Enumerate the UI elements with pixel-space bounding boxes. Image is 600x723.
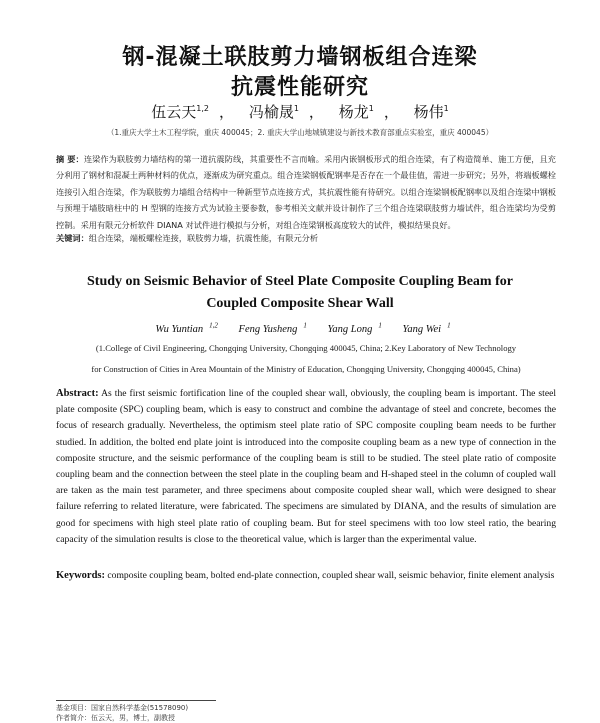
en-keywords — [56, 568, 556, 584]
en-affiliation-line1: (1.College of Civil Engineering, Chongqing University, Chongqing 400045, China; 2.Key Laboratory of New Technology — [95, 343, 517, 353]
en-keywords-text: composite coupling beam, bolted end-plate connection, coupled shear wall, seismic behavior, finite element analysis — [107, 570, 555, 581]
en-abstract-label: Abstract: — [56, 388, 99, 399]
cn-abstract — [56, 151, 556, 233]
cn-author-1: 伍云天$^{1,2}$ — [151, 103, 210, 121]
cn-authors: 伍云天$^{1,2}$ ， 冯榆晟$^1$ ， 杨龙$^1$ ， 杨伟$^1$ — [151, 103, 449, 121]
cn-abstract-text: 连梁作为联肢剪力墙结构的第一道抗震防线，其重要性不言而喻。采用内嵌钢板形式的组合连梁，有了构造简单、施工方便，且充分利用了钢材和混凝土两种材料的优点，逐渐成为研究重点。组合连梁钢板配钢率是否存在一个最佳值，需进一步研究；另外，将端板螺栓连接引入组合连梁，作为联肢剪力墙组合结构中一种新型节点连接方式，其抗震性能有待研究。以组合连梁钢板配钢率以及组合连梁中钢板与预埋于墙肢暗柱中的 H 型钢的连接方式为试验主要参数，参考相关文献并设计制作了三个组合连梁联肢剪力墙试件，组合连梁均为受剪控制。采用有限元分析软件 DIANA 对试件进行模拟与分析，对组合连梁钢板高度较大的试件，模拟结果良好。 — [56, 154, 556, 230]
footnote — [56, 703, 188, 723]
cn-author-4: 杨伟$^1$ — [413, 103, 449, 121]
cn-affiliation: （1.重庆大学土木工程学院，重庆 400045；2. 重庆大学山地城镇建设与新技术教育部重点实验室，重庆 400045） — [106, 128, 494, 137]
cn-title-line1: 钢-混凝土联肢剪力墙钢板组合连梁 — [122, 45, 478, 70]
footnote-author-intro: 作者简介：伍云天，男，博士，副教授 — [56, 714, 175, 722]
cn-author-3: 杨龙$^1$ — [338, 103, 374, 121]
en-author-1: Wu Yuntian $^{1,2}$ — [155, 321, 218, 335]
footnote-fund: 基金项目：国家自然科学基金(51578090) — [56, 704, 189, 712]
en-abstract-text: As the first seismic fortification line of the coupled shear wall, obviously, the coupling beam is important. The steel plate composite (SPC) coupling beam, which is easy to construct and combine the advantage of steel and concrete, becomes the focus of research gradually. Nevertheless, the optimism steel plate ratio of SPC composite coupling beam needs to be further studied. In addition, the bolted end plate joint is introduced into the composite coupling beam as a new type of connection in the composite structure, and the seismic performance of the coupling beam is still to be studied. The steel plate ratio of composite coupling beam and the connection between the steel plate in the coupling beam and H-shaped steel in the column of coupled wall are taken as the main test parameter, and three specimens about composite coupled shear wall, which were designed to shear failure referring to related literature, were fabricated. The specimens are simulated by DIANA, and the results of simulation are good for specimens with high steel plate ratio of coupling beam. But for steel specimens with too low steel ratio, the bearing capacity of the simulation results is close to the theoretical value, which is larger than the experimental value. — [56, 388, 556, 545]
cn-keywords-text: 组合连梁，端板螺栓连接，联肢剪力墙，抗震性能，有限元分析 — [88, 233, 319, 243]
footnote-rule — [56, 700, 216, 701]
en-title-line1: Study on Seismic Behavior of Steel Plate Composite Coupling Beam for — [87, 274, 513, 289]
cn-keywords-label: 关键词： — [56, 233, 89, 243]
en-authors — [0, 321, 600, 335]
en-abstract — [56, 386, 556, 548]
cn-abstract-label: 摘 要： — [56, 154, 84, 164]
cn-keywords — [56, 233, 556, 244]
en-title-line2: Coupled Composite Shear Wall — [206, 296, 394, 311]
en-author-2: Feng Yusheng $^1$ — [238, 321, 307, 335]
cn-author-2: 冯榆晟$^1$ — [248, 103, 299, 121]
cn-title-line2: 抗震性能研究 — [230, 75, 369, 100]
en-author-4: Yang Wei $^1$ — [402, 321, 451, 335]
en-keywords-label: Keywords: — [56, 570, 105, 581]
en-author-3: Yang Long $^1$ — [327, 321, 382, 335]
en-affiliation-line2: for Construction of Cities in Area Mountain of the Ministry of Education, Chongqing University, Chongqing 400045, China) — [91, 364, 521, 374]
